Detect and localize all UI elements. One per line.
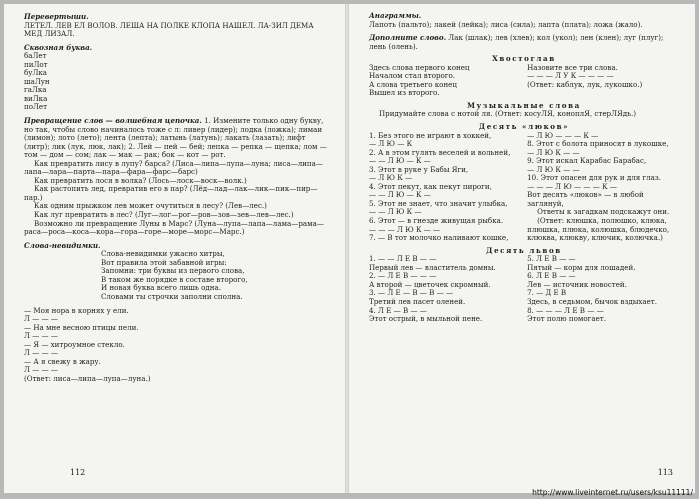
game-line: Л — — —	[24, 331, 58, 341]
poem-line: И новая буква всего лишь одна.	[101, 283, 221, 293]
skvoz-line: пиЛот	[24, 59, 48, 69]
luk-line: 7. — В тот молочко наливают кошке,	[369, 233, 509, 243]
luk-line: 5. Этот не знает, что значит улыбка,	[369, 198, 508, 208]
hvost-line: Назовите все три слова.	[527, 62, 618, 72]
lev-left	[369, 255, 521, 323]
lev-line: Этот полю помогает.	[527, 314, 606, 324]
hvostoglav-left	[369, 64, 521, 98]
luk-line: — — Л Ю — К —	[369, 190, 431, 200]
right-column	[369, 12, 679, 324]
luk-line: 3. Этот в руке у Бабы Яги,	[369, 164, 469, 174]
skvoz-line: виЛка	[24, 93, 48, 103]
hvostoglav-right	[523, 64, 679, 98]
lev-line: 3. — Л Е — В — В — —	[369, 288, 454, 298]
poem-line: Вот правила этой забавной игры:	[101, 257, 227, 267]
game-line: — А я свежу в жару.	[24, 356, 101, 366]
hvostoglav-block	[369, 64, 679, 98]
nevidimki-poem	[24, 250, 328, 301]
perevertyshi-heading: Перевертыши.	[24, 12, 89, 21]
poem-line: В таком же порядке в составе второго,	[101, 274, 248, 284]
luk-block	[369, 132, 679, 243]
skvoz-line: гаЛка	[24, 85, 47, 95]
question-4: Как одним прыжком лев может очутиться в лесу? (Лев—лес.)	[34, 201, 267, 211]
lev-block	[369, 255, 679, 323]
hvost-line: Вышел из второго.	[369, 88, 440, 98]
lev-line: А второй — цветочек скромный.	[369, 279, 491, 289]
lev-line: 7. — Д Е В	[527, 288, 567, 298]
game-line: Л — — —	[24, 348, 58, 358]
luk-line: — Л Ю — К	[369, 139, 413, 149]
question-6: Возможно ли превращение Луны в Марс? (Луна—лупа—лапа—лама—рама—раса—роса—коса—кора—гора—горе—море—морс—Марс.)	[24, 218, 324, 237]
lev-line: Этот острый, в мыльной пене.	[369, 314, 483, 324]
luk-line: — Л Ю К — —	[527, 164, 580, 174]
poem-line: Словами ты строчки заполни сполна.	[101, 291, 243, 301]
dopolnite-text: Лак (шлак); лев (хлев); кол (укол); лен (клен); луг (плуг); лень (олень).	[369, 33, 664, 51]
dopolnite-heading: Дополните слово.	[369, 33, 447, 43]
game-line: Л — — —	[24, 314, 58, 324]
skvoz-list	[24, 52, 328, 112]
prevr-paragraph	[24, 117, 328, 160]
prevr-text: 1. Измените только одну букву, но так, чтобы слово начиналось тоже с л: ливер (лидер); лодка (ложка); лимаи (лимон); лото (лето); лента (лепта); латынь (латунь); лакать (лазать); лифт (литр); лик (лук, люк, лак); 2. Лей — пей — бей; лепка — репка — щепка; лом — том — дом — сом; лак — мак — рак; бок — кот — рот.	[24, 116, 327, 160]
anagram-text: Лапоть (пальто); лакей (лейка); лиса (сила); лапта (плата); ложа (жало).	[369, 19, 643, 29]
lev-line: Пятый — корм для лошадей.	[527, 262, 636, 272]
poem-line: Слова-невидимки ужасно хитры,	[101, 249, 225, 259]
lev-line: Третий лев пасет оленей.	[369, 296, 466, 306]
dopolnite-paragraph	[369, 34, 679, 51]
hvost-line: Началом стал второго.	[369, 71, 456, 81]
nevidimki-heading: Слова-невидимки.	[24, 240, 101, 250]
hvost-line: Здесь слова первого конец	[369, 62, 470, 72]
lev-line: 1. — — Л Е В — —	[369, 254, 437, 264]
right-page	[349, 4, 695, 493]
luk-line: — — — Л Ю К — —	[369, 224, 441, 234]
question-5: Как луг превратить в лес? (Луг—лог—рог—ров—зов—зев—лев—лес.)	[34, 210, 294, 220]
question-3: Как растопить лед, превратив его в пар? (Лёд—лад—лак—лик—пик—пир—пар.)	[24, 184, 318, 202]
left-column	[24, 13, 328, 383]
page-number-right: 113	[657, 468, 673, 477]
page-number-left: 112	[70, 468, 86, 477]
lev-heading: Десять львов	[486, 245, 562, 255]
luk-answer: (Ответ: клюшка, полюшко, клюка, плюшка, плюка, колюшка, блюдечко, клюква, клюкву, ключик, колючка.)	[527, 216, 670, 243]
skvoz-line: шаЛун	[24, 76, 50, 86]
question-2: Как превратить лося в волка? (Лось—лоск—воск—волк.)	[34, 175, 247, 185]
luk-line: 6. Этот — в гнезде живущая рыбка.	[369, 216, 504, 226]
nevidimki-game	[24, 307, 328, 384]
luk-line: — — — Л Ю — — — К —	[527, 181, 617, 191]
luk-line: — — Л Ю — К —	[369, 156, 431, 166]
luk-line: 4. Этот пекут, как пекут пироги,	[369, 181, 492, 191]
skvoz-line: буЛка	[24, 68, 48, 78]
game-line: Л — — —	[24, 365, 58, 375]
game-answer: (Ответ: лиса—липа—лупа—луна.)	[24, 373, 151, 383]
lev-line: 8. — — — Л Е В — —	[527, 305, 604, 315]
luk-line: 2. А в этом гулять веселей и вольней,	[369, 147, 511, 157]
left-page	[4, 4, 345, 493]
luk-line: Вот десять «люков» — в любой заглянуй,	[527, 190, 644, 208]
lev-line: 2. — Л Е В — — —	[369, 271, 437, 281]
lev-right	[523, 255, 679, 323]
poem-line: Запомни: три буквы из первого слова,	[101, 266, 245, 276]
luk-left	[369, 132, 521, 243]
watermark-url: http://www.liveinternet.ru/users/ksu11111/	[532, 488, 693, 497]
luk-heading: Десять «люков»	[478, 122, 570, 132]
luk-line: — Л Ю — — — К —	[527, 130, 599, 140]
music-heading: Музыкальные слова	[467, 100, 581, 110]
luk-line: 10. Этот опасен для рук и для глаз.	[527, 173, 662, 183]
game-line: — Я — хитроумное стекло.	[24, 339, 125, 349]
prevr-heading: Превращение слов — волшебная цепочка.	[24, 116, 202, 126]
lev-line: 6. Л Е В — —	[527, 271, 576, 281]
lev-line: 4. Л Е — В — —	[369, 305, 427, 315]
game-line: — Моя нора в корнях у ели.	[24, 305, 129, 315]
skvoz-line: баЛет	[24, 51, 47, 61]
skvoz-line: поЛет	[24, 102, 48, 112]
anagram-heading: Анаграммы.	[369, 11, 422, 20]
music-text: Придумайте слова с нотой ля. (Ответ: косуЛЯ, коноплЯ, стерЛЯдь.)	[379, 109, 636, 119]
hvostoglav-heading: Хвостоглав	[492, 54, 556, 64]
luk-line: 9. Этот искал Карабас Барабас,	[527, 156, 647, 166]
luk-line: — Л Ю К —	[369, 173, 413, 183]
question-1: Как превратить лису в лупу? барса? (Лиса—липа—лупа—луна; лиса—липа—лапа—лара—парта—пара—фара—фарс—барс)	[24, 158, 323, 177]
luk-line: — Л Ю К — —	[527, 147, 580, 157]
hvost-line: А слова третьего конец	[369, 79, 457, 89]
perevertyshi-text: ЛЕТЕЛ. ЛЕВ ЕЛ ВОЛОВ. ЛЕША НА ПОЛКЕ КЛОПА НАШЕЛ. ЛА-ЗИЛ ДЕМА МЕД ЛИЗАЛ.	[24, 20, 314, 39]
lev-line: Лев — источник новостей.	[527, 279, 627, 289]
skvoz-heading: Сквозная буква.	[24, 42, 93, 52]
game-line: — На мне весною птицы пели.	[24, 322, 139, 332]
hvost-line: — — — Л У К — — — —	[527, 71, 614, 81]
luk-line: 1. Без этого не играют в хоккей,	[369, 130, 492, 140]
luk-right	[523, 132, 679, 243]
luk-line: Ответы к загадкам подскажут они.	[537, 207, 670, 217]
hvost-line: (Ответ: каблук, лук, лукошко.)	[527, 79, 643, 89]
lev-line: 5. Л Е В — —	[527, 254, 576, 264]
luk-line: — — Л Ю К —	[369, 207, 422, 217]
luk-line: 8. Этот с болота приносят в лукошке,	[527, 139, 669, 149]
lev-line: Первый лев — властитель домны.	[369, 262, 496, 272]
lev-line: Здесь, в седьмом, бычок вздыхает.	[527, 296, 657, 306]
